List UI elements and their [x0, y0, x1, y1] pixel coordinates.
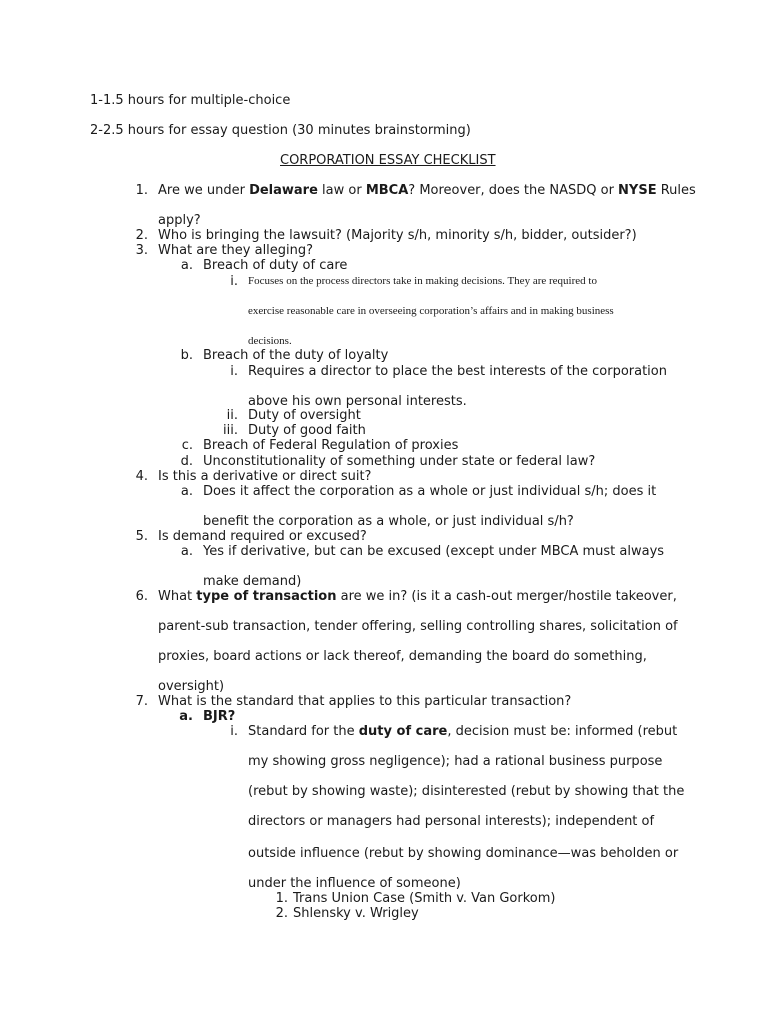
item-number: 2. — [275, 906, 288, 921]
question-3b-i-line1: Requires a director to place the best interests of the corporation — [248, 364, 667, 379]
item-roman: i. — [230, 274, 238, 289]
question-3a: Breach of duty of care — [203, 258, 348, 273]
time-multiple-choice: 1-1.5 hours for multiple-choice — [90, 93, 291, 108]
question-6-line3: proxies, board actions or lack thereof, demanding the board do something, — [158, 649, 647, 664]
item-number: 4. — [135, 469, 148, 484]
item-letter: c. — [181, 438, 193, 453]
question-5a-line1: Yes if derivative, but can be excused (except under MBCA must always — [203, 544, 665, 559]
question-6-line4: oversight) — [158, 679, 225, 694]
item-roman: i. — [230, 364, 238, 379]
question-3b-iii: Duty of good faith — [248, 423, 366, 438]
question-3b: Breach of the duty of loyalty — [203, 348, 389, 363]
item-roman: i. — [230, 724, 238, 739]
question-3: What are they alleging? — [158, 243, 314, 258]
question-7a-i-line4: directors or managers had personal interests); independent of — [248, 814, 655, 829]
question-3c: Breach of Federal Regulation of proxies — [203, 438, 459, 453]
question-4: Is this a derivative or direct suit? — [158, 469, 372, 484]
case-item: Trans Union Case (Smith v. Van Gorkom) — [293, 891, 556, 906]
question-3b-i-line2: above his own personal interests. — [248, 394, 467, 409]
item-number: 1. — [275, 891, 288, 906]
question-6-line1: What type of transaction are we in? (is it a cash-out merger/hostile takeover, — [158, 589, 677, 604]
question-7a-i-line2: my showing gross negligence); had a rational business purpose — [248, 754, 663, 769]
item-number: 1. — [135, 183, 148, 198]
item-letter: b. — [180, 348, 193, 363]
question-6-line2: parent-sub transaction, tender offering, selling controlling shares, solicitation of — [158, 619, 678, 634]
item-number: 5. — [135, 529, 148, 544]
item-number: 2. — [135, 228, 148, 243]
question-3a-i-line1: Focuses on the process directors take in making decisions. They are required to — [248, 275, 597, 287]
question-4a-line1: Does it affect the corporation as a whole or just individual s/h; does it — [203, 484, 657, 499]
question-7: What is the standard that applies to this particular transaction? — [158, 694, 572, 709]
document-title: CORPORATION ESSAY CHECKLIST — [280, 153, 496, 168]
item-roman: ii. — [226, 408, 238, 423]
time-essay: 2-2.5 hours for essay question (30 minutes brainstorming) — [90, 123, 471, 138]
item-roman: iii. — [223, 423, 238, 438]
question-3a-i-line2: exercise reasonable care in overseeing corporation’s affairs and in making business — [248, 305, 614, 317]
question-7a: BJR? — [203, 709, 236, 724]
case-item: Shlensky v. Wrigley — [293, 906, 419, 921]
question-2: Who is bringing the lawsuit? (Majority s/h, minority s/h, bidder, outsider?) — [158, 228, 637, 243]
question-7a-i-line6: under the influence of someone) — [248, 876, 461, 891]
question-7a-i-line1: Standard for the duty of care, decision must be: informed (rebut — [248, 724, 678, 739]
question-3b-ii: Duty of oversight — [248, 408, 361, 423]
question-7a-i-line5: outside influence (rebut by showing dominance—was beholden or — [248, 846, 679, 861]
question-1: Are we under Delaware law or MBCA? Moreover, does the NASDQ or NYSE Rules — [158, 183, 696, 198]
question-3d: Unconstitutionality of something under state or federal law? — [203, 454, 596, 469]
item-letter: d. — [180, 454, 193, 469]
item-letter: a. — [180, 544, 193, 559]
item-number: 7. — [135, 694, 148, 709]
question-7a-i-line3: (rebut by showing waste); disinterested (rebut by showing that the — [248, 784, 685, 799]
question-3a-i-line3: decisions. — [248, 335, 292, 347]
item-number: 3. — [135, 243, 148, 258]
question-4a-line2: benefit the corporation as a whole, or just individual s/h? — [203, 514, 574, 529]
question-1-cont: apply? — [158, 213, 201, 228]
item-letter: a. — [179, 709, 193, 724]
question-5a-line2: make demand) — [203, 574, 302, 589]
question-5: Is demand required or excused? — [158, 529, 367, 544]
item-letter: a. — [180, 258, 193, 273]
item-letter: a. — [180, 484, 193, 499]
item-number: 6. — [135, 589, 148, 604]
